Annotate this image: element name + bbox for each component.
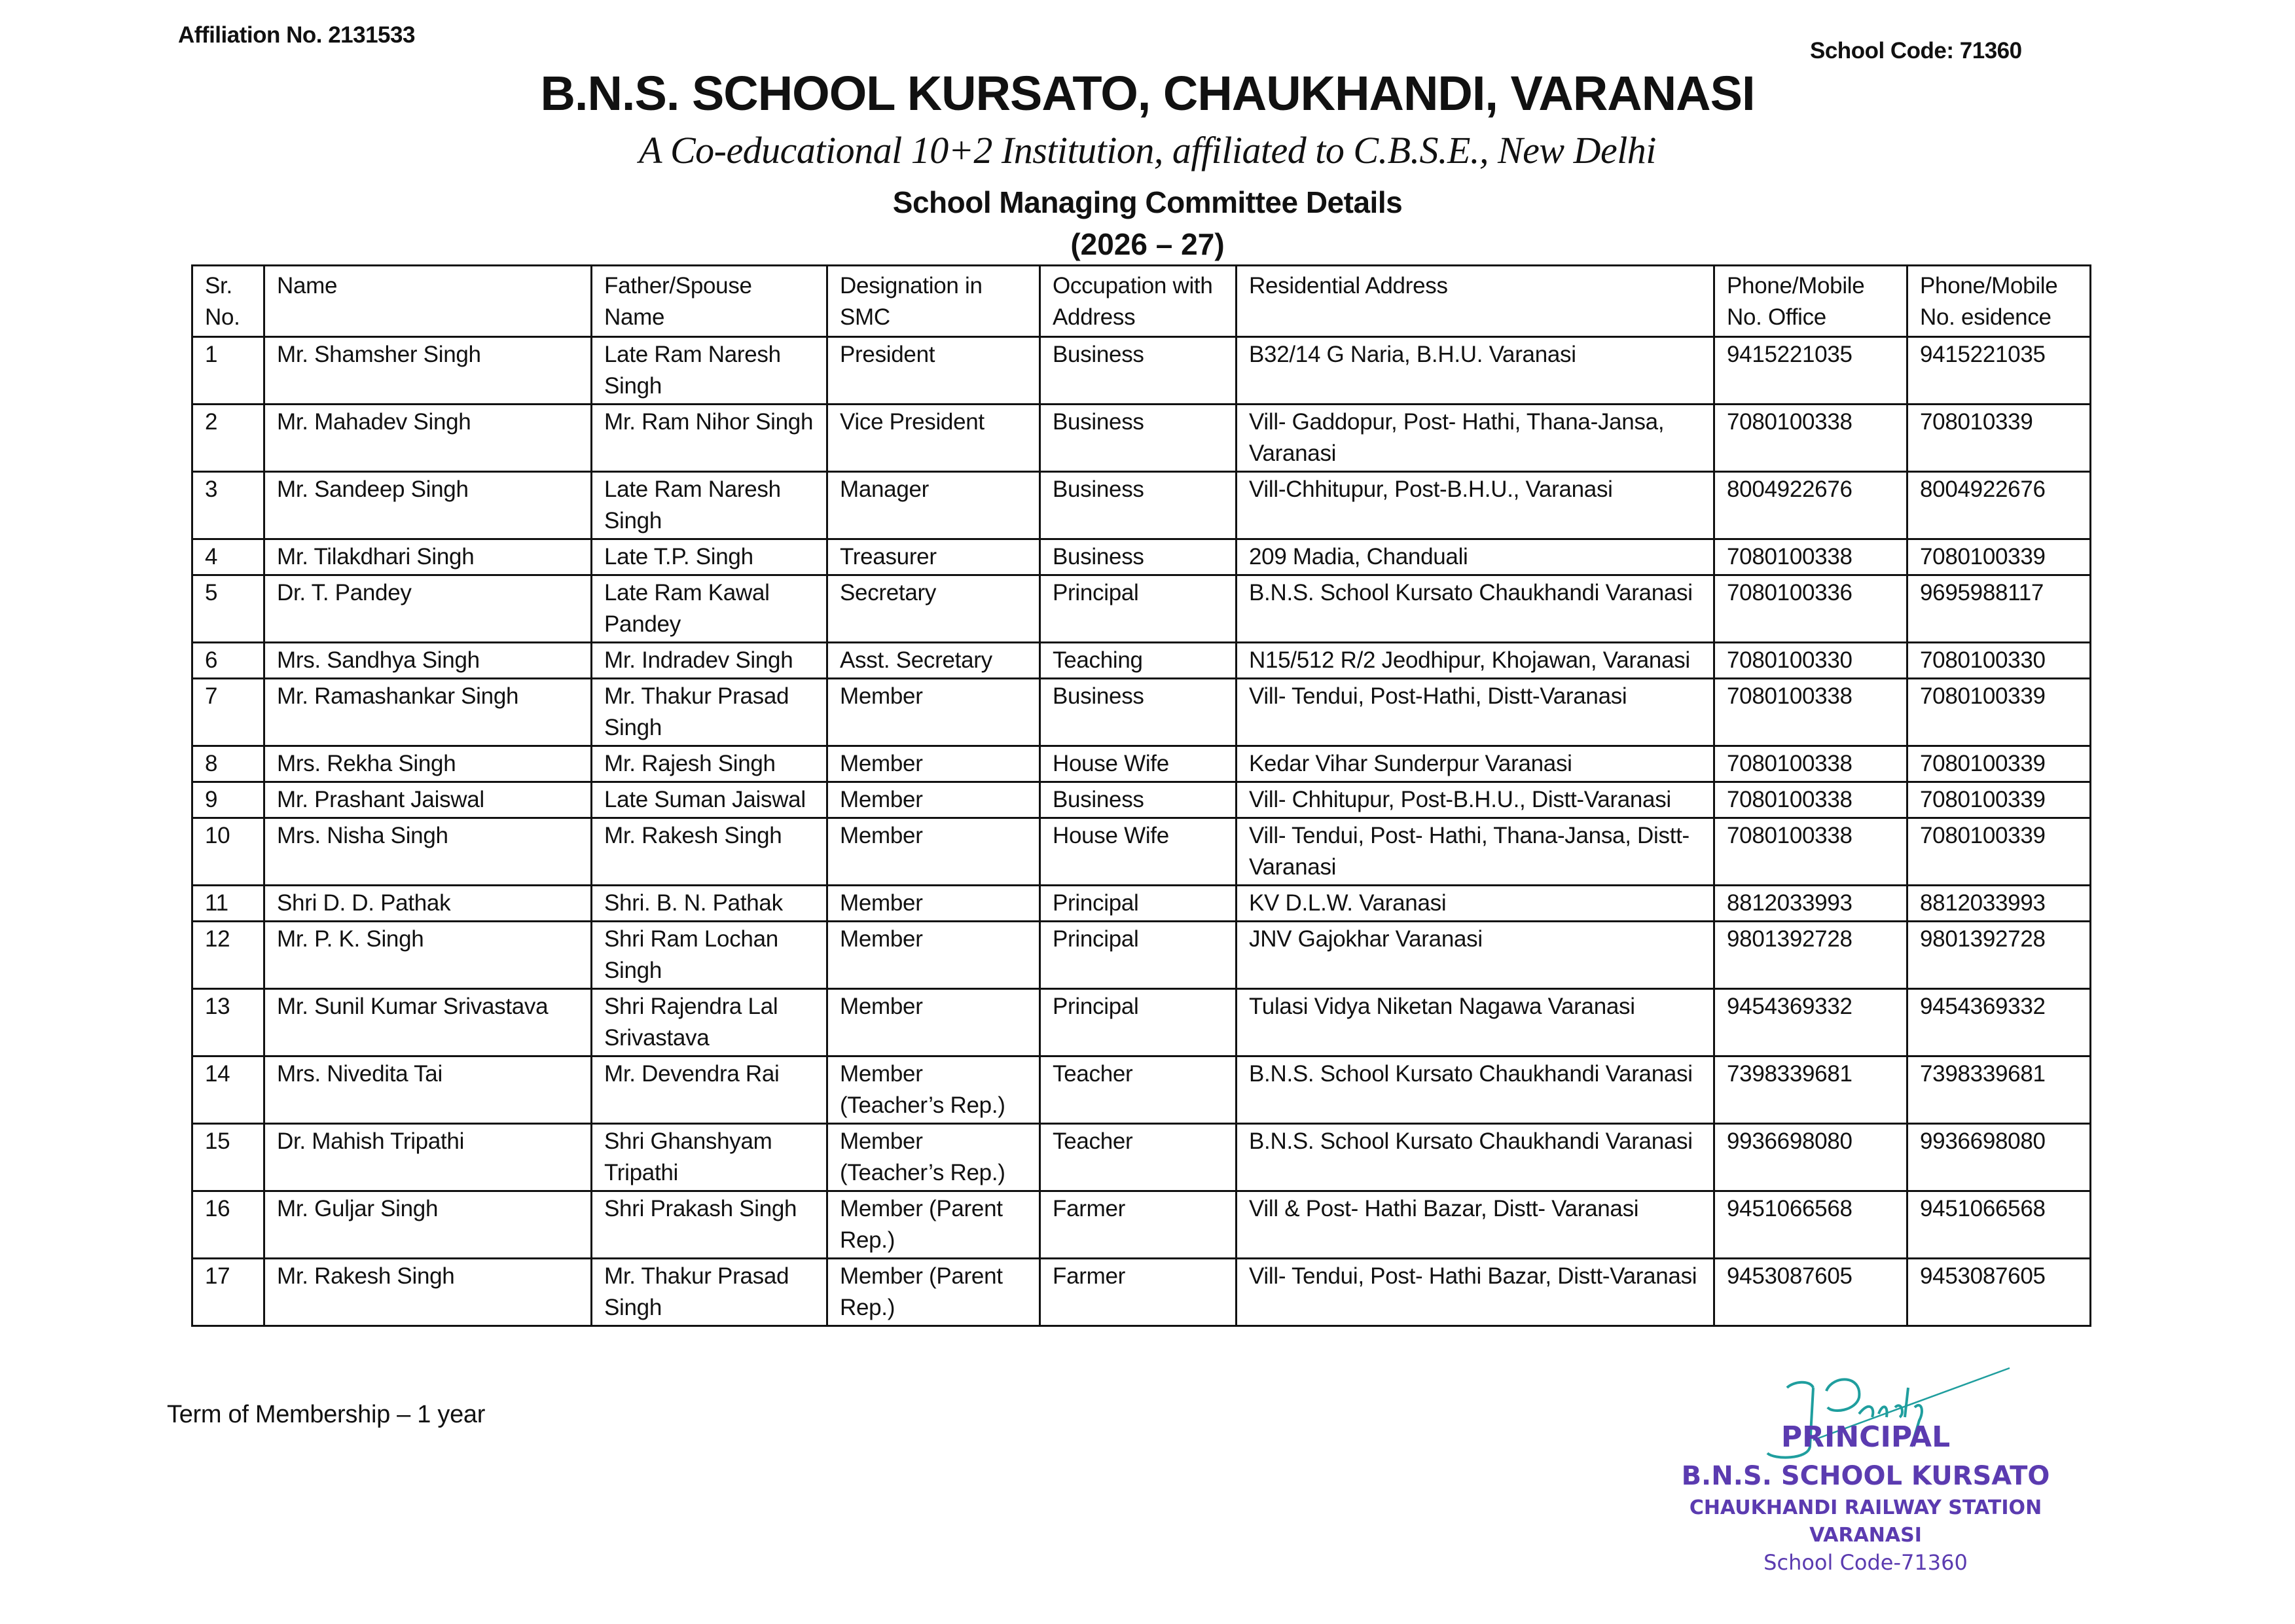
table-row xyxy=(192,818,2091,886)
cell-residential-address: B.N.S. School Kursato Chaukhandi Varanasi xyxy=(1237,1056,1714,1124)
cell-phone-residence: 9415221035 xyxy=(1907,337,2091,405)
cell-phone-office: 9454369332 xyxy=(1714,989,1907,1056)
table-row xyxy=(192,679,2091,746)
column-header-phone-office: Phone/Mobile No. Office xyxy=(1714,266,1907,337)
cell-designation: Member xyxy=(827,818,1040,886)
cell-phone-residence: 7080100339 xyxy=(1907,746,2091,782)
cell-designation: President xyxy=(827,337,1040,405)
cell-residential-address: Vill- Chhitupur, Post-B.H.U., Distt-Varanasi xyxy=(1237,782,1714,818)
cell-sr-no: 3 xyxy=(192,472,264,539)
table-row xyxy=(192,405,2091,472)
cell-occupation: Farmer xyxy=(1040,1191,1237,1259)
stamp-school-code: School Code-71360 xyxy=(1763,1550,1968,1575)
cell-name: Mrs. Nivedita Tai xyxy=(264,1056,592,1124)
cell-name: Dr. Mahish Tripathi xyxy=(264,1124,592,1191)
table-row xyxy=(192,782,2091,818)
cell-name: Mr. Prashant Jaiswal xyxy=(264,782,592,818)
stamp-school-name: B.N.S. SCHOOL KURSATO xyxy=(1681,1461,2050,1491)
cell-name: Mr. Ramashankar Singh xyxy=(264,679,592,746)
cell-phone-office: 8004922676 xyxy=(1714,472,1907,539)
cell-father-spouse-name: Mr. Rajesh Singh xyxy=(592,746,827,782)
cell-residential-address: KV D.L.W. Varanasi xyxy=(1237,886,1714,922)
cell-sr-no: 11 xyxy=(192,886,264,922)
cell-occupation: Farmer xyxy=(1040,1259,1237,1326)
cell-phone-residence: 7080100330 xyxy=(1907,643,2091,679)
affiliation-number: Affiliation No. 2131533 xyxy=(178,22,415,48)
cell-phone-residence: 9454369332 xyxy=(1907,989,2091,1056)
cell-sr-no: 14 xyxy=(192,1056,264,1124)
cell-designation: Member (Parent Rep.) xyxy=(827,1191,1040,1259)
term-of-membership: Term of Membership – 1 year xyxy=(167,1401,486,1428)
cell-designation: Member (Parent Rep.) xyxy=(827,1259,1040,1326)
column-header-phone-residence: Phone/Mobile No. esidence xyxy=(1907,266,2091,337)
cell-sr-no: 4 xyxy=(192,539,264,575)
cell-occupation: House Wife xyxy=(1040,746,1237,782)
cell-sr-no: 8 xyxy=(192,746,264,782)
cell-father-spouse-name: Shri Prakash Singh xyxy=(592,1191,827,1259)
table-row xyxy=(192,643,2091,679)
cell-designation: Member (Teacher’s Rep.) xyxy=(827,1056,1040,1124)
cell-sr-no: 12 xyxy=(192,922,264,989)
cell-designation: Member xyxy=(827,679,1040,746)
cell-residential-address: N15/512 R/2 Jeodhipur, Khojawan, Varanasi xyxy=(1237,643,1714,679)
cell-phone-residence: 7398339681 xyxy=(1907,1056,2091,1124)
cell-sr-no: 17 xyxy=(192,1259,264,1326)
cell-sr-no: 10 xyxy=(192,818,264,886)
cell-residential-address: JNV Gajokhar Varanasi xyxy=(1237,922,1714,989)
cell-sr-no: 9 xyxy=(192,782,264,818)
stamp-city: VARANASI xyxy=(1809,1524,1922,1547)
column-header-residential-address: Residential Address xyxy=(1237,266,1714,337)
cell-designation: Treasurer xyxy=(827,539,1040,575)
cell-phone-residence: 9451066568 xyxy=(1907,1191,2091,1259)
cell-occupation: Teaching xyxy=(1040,643,1237,679)
cell-sr-no: 7 xyxy=(192,679,264,746)
cell-father-spouse-name: Late Ram Naresh Singh xyxy=(592,337,827,405)
cell-phone-residence: 7080100339 xyxy=(1907,782,2091,818)
cell-residential-address: Vill- Tendui, Post- Hathi Bazar, Distt-Varanasi xyxy=(1237,1259,1714,1326)
cell-father-spouse-name: Shri Ghanshyam Tripathi xyxy=(592,1124,827,1191)
cell-name: Mr. P. K. Singh xyxy=(264,922,592,989)
cell-father-spouse-name: Late Ram Kawal Pandey xyxy=(592,575,827,643)
stamp-principal: PRINCIPAL xyxy=(1780,1420,1951,1454)
column-header-occupation: Occupation with Address xyxy=(1040,266,1237,337)
cell-father-spouse-name: Mr. Rakesh Singh xyxy=(592,818,827,886)
cell-phone-residence: 7080100339 xyxy=(1907,539,2091,575)
cell-phone-office: 7080100330 xyxy=(1714,643,1907,679)
table-row xyxy=(192,989,2091,1056)
cell-designation: Manager xyxy=(827,472,1040,539)
cell-sr-no: 16 xyxy=(192,1191,264,1259)
table-row xyxy=(192,886,2091,922)
cell-phone-residence: 7080100339 xyxy=(1907,818,2091,886)
cell-father-spouse-name: Mr. Ram Nihor Singh xyxy=(592,405,827,472)
cell-occupation: Principal xyxy=(1040,886,1237,922)
column-header-father-spouse-name: Father/Spouse Name xyxy=(592,266,827,337)
committee-table xyxy=(191,264,2091,1327)
cell-designation: Member xyxy=(827,746,1040,782)
cell-father-spouse-name: Mr. Indradev Singh xyxy=(592,643,827,679)
cell-sr-no: 1 xyxy=(192,337,264,405)
table-row xyxy=(192,1259,2091,1326)
cell-name: Shri D. D. Pathak xyxy=(264,886,592,922)
table-row xyxy=(192,922,2091,989)
cell-designation: Secretary xyxy=(827,575,1040,643)
cell-father-spouse-name: Shri Rajendra Lal Srivastava xyxy=(592,989,827,1056)
cell-designation: Member (Teacher’s Rep.) xyxy=(827,1124,1040,1191)
cell-phone-office: 9451066568 xyxy=(1714,1191,1907,1259)
principal-stamp xyxy=(1650,1375,2095,1610)
table-row xyxy=(192,746,2091,782)
table-row xyxy=(192,1191,2091,1259)
cell-sr-no: 2 xyxy=(192,405,264,472)
table-body xyxy=(192,337,2091,1326)
cell-father-spouse-name: Late Ram Naresh Singh xyxy=(592,472,827,539)
cell-sr-no: 6 xyxy=(192,643,264,679)
cell-phone-residence: 9453087605 xyxy=(1907,1259,2091,1326)
cell-phone-residence: 9936698080 xyxy=(1907,1124,2091,1191)
cell-residential-address: Vill- Tendui, Post-Hathi, Distt-Varanasi xyxy=(1237,679,1714,746)
cell-occupation: Principal xyxy=(1040,989,1237,1056)
school-subtitle: A Co-educational 10+2 Institution, affiliated to C.B.S.E., New Delhi xyxy=(639,129,1656,171)
school-title: B.N.S. SCHOOL KURSATO, CHAUKHANDI, VARANASI xyxy=(540,66,1755,120)
cell-phone-residence: 708010339 xyxy=(1907,405,2091,472)
cell-phone-office: 8812033993 xyxy=(1714,886,1907,922)
cell-designation: Asst. Secretary xyxy=(827,643,1040,679)
table-row xyxy=(192,575,2091,643)
cell-name: Mr. Sunil Kumar Srivastava xyxy=(264,989,592,1056)
cell-father-spouse-name: Shri Ram Lochan Singh xyxy=(592,922,827,989)
cell-phone-residence: 8004922676 xyxy=(1907,472,2091,539)
cell-name: Dr. T. Pandey xyxy=(264,575,592,643)
cell-occupation: Business xyxy=(1040,539,1237,575)
cell-father-spouse-name: Late T.P. Singh xyxy=(592,539,827,575)
cell-name: Mrs. Nisha Singh xyxy=(264,818,592,886)
cell-occupation: Business xyxy=(1040,472,1237,539)
cell-phone-office: 7080100338 xyxy=(1714,679,1907,746)
cell-father-spouse-name: Mr. Thakur Prasad Singh xyxy=(592,679,827,746)
cell-phone-office: 7398339681 xyxy=(1714,1056,1907,1124)
cell-phone-office: 9415221035 xyxy=(1714,337,1907,405)
cell-name: Mr. Rakesh Singh xyxy=(264,1259,592,1326)
cell-phone-office: 7080100338 xyxy=(1714,746,1907,782)
cell-residential-address: 209 Madia, Chanduali xyxy=(1237,539,1714,575)
cell-phone-office: 7080100338 xyxy=(1714,539,1907,575)
cell-phone-residence: 7080100339 xyxy=(1907,679,2091,746)
cell-father-spouse-name: Late Suman Jaiswal xyxy=(592,782,827,818)
cell-father-spouse-name: Shri. B. N. Pathak xyxy=(592,886,827,922)
cell-name: Mr. Guljar Singh xyxy=(264,1191,592,1259)
cell-residential-address: Kedar Vihar Sunderpur Varanasi xyxy=(1237,746,1714,782)
cell-phone-office: 9453087605 xyxy=(1714,1259,1907,1326)
cell-name: Mr. Sandeep Singh xyxy=(264,472,592,539)
cell-phone-office: 7080100338 xyxy=(1714,782,1907,818)
cell-residential-address: Tulasi Vidya Niketan Nagawa Varanasi xyxy=(1237,989,1714,1056)
cell-sr-no: 15 xyxy=(192,1124,264,1191)
cell-name: Mr. Mahadev Singh xyxy=(264,405,592,472)
cell-sr-no: 5 xyxy=(192,575,264,643)
cell-residential-address: Vill- Tendui, Post- Hathi, Thana-Jansa, Distt-Varanasi xyxy=(1237,818,1714,886)
table-row xyxy=(192,337,2091,405)
cell-occupation: Principal xyxy=(1040,922,1237,989)
cell-father-spouse-name: Mr. Devendra Rai xyxy=(592,1056,827,1124)
cell-occupation: Business xyxy=(1040,782,1237,818)
cell-residential-address: B.N.S. School Kursato Chaukhandi Varanasi xyxy=(1237,575,1714,643)
table-header-row xyxy=(192,266,2091,337)
column-header-name: Name xyxy=(264,266,592,337)
cell-residential-address: B.N.S. School Kursato Chaukhandi Varanasi xyxy=(1237,1124,1714,1191)
table-row xyxy=(192,1124,2091,1191)
cell-occupation: Business xyxy=(1040,337,1237,405)
column-header-sr-no: Sr. No. xyxy=(192,266,264,337)
cell-residential-address: Vill & Post- Hathi Bazar, Distt- Varanasi xyxy=(1237,1191,1714,1259)
cell-designation: Vice President xyxy=(827,405,1040,472)
stamp-location: CHAUKHANDI RAILWAY STATION xyxy=(1689,1496,2042,1519)
cell-designation: Member xyxy=(827,989,1040,1056)
cell-phone-office: 7080100336 xyxy=(1714,575,1907,643)
cell-designation: Member xyxy=(827,886,1040,922)
cell-occupation: Teacher xyxy=(1040,1056,1237,1124)
cell-occupation: Principal xyxy=(1040,575,1237,643)
cell-father-spouse-name: Mr. Thakur Prasad Singh xyxy=(592,1259,827,1326)
school-code: School Code: 71360 xyxy=(1810,38,2022,63)
cell-phone-office: 9936698080 xyxy=(1714,1124,1907,1191)
table-row xyxy=(192,539,2091,575)
cell-phone-office: 9801392728 xyxy=(1714,922,1907,989)
cell-name: Mrs. Sandhya Singh xyxy=(264,643,592,679)
cell-designation: Member xyxy=(827,782,1040,818)
cell-phone-office: 7080100338 xyxy=(1714,405,1907,472)
cell-name: Mrs. Rekha Singh xyxy=(264,746,592,782)
document-heading: School Managing Committee Details xyxy=(892,185,1403,219)
cell-phone-office: 7080100338 xyxy=(1714,818,1907,886)
cell-occupation: Teacher xyxy=(1040,1124,1237,1191)
cell-name: Mr. Tilakdhari Singh xyxy=(264,539,592,575)
cell-occupation: House Wife xyxy=(1040,818,1237,886)
column-header-designation: Designation in SMC xyxy=(827,266,1040,337)
table-row xyxy=(192,472,2091,539)
cell-phone-residence: 9801392728 xyxy=(1907,922,2091,989)
cell-phone-residence: 8812033993 xyxy=(1907,886,2091,922)
cell-occupation: Business xyxy=(1040,679,1237,746)
cell-name: Mr. Shamsher Singh xyxy=(264,337,592,405)
cell-designation: Member xyxy=(827,922,1040,989)
cell-residential-address: Vill-Chhitupur, Post-B.H.U., Varanasi xyxy=(1237,472,1714,539)
cell-residential-address: Vill- Gaddopur, Post- Hathi, Thana-Jansa, Varanasi xyxy=(1237,405,1714,472)
table-row xyxy=(192,1056,2091,1124)
session-year: (2026 – 27) xyxy=(1070,227,1225,261)
cell-phone-residence: 9695988117 xyxy=(1907,575,2091,643)
cell-sr-no: 13 xyxy=(192,989,264,1056)
cell-residential-address: B32/14 G Naria, B.H.U. Varanasi xyxy=(1237,337,1714,405)
cell-occupation: Business xyxy=(1040,405,1237,472)
